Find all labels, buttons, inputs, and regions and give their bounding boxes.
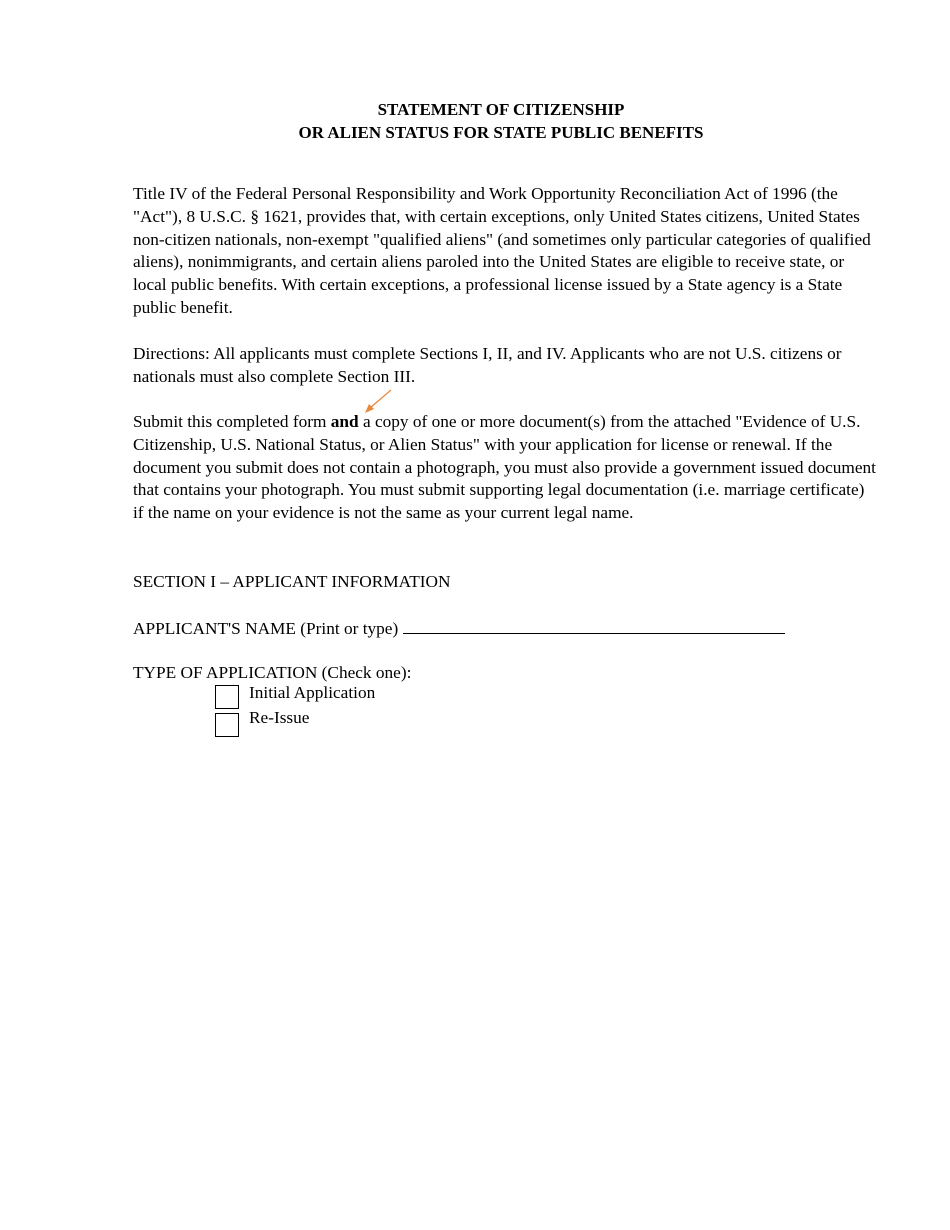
section-1-heading: SECTION I – APPLICANT INFORMATION bbox=[133, 572, 451, 591]
re-issue-checkbox[interactable] bbox=[215, 713, 239, 737]
initial-application-label: Initial Application bbox=[249, 682, 376, 702]
applicant-name-field[interactable] bbox=[403, 617, 785, 634]
intro-paragraph: Title IV of the Federal Personal Responsibility and Work Opportunity Reconciliation Act of 1996 (the "Act"), 8 U.S.C. § 1621, provides that, with certain exceptions, only United States citizens, United States non-citizen nationals, non-exempt "qualified aliens" (and sometimes only particular categories of qualified aliens), nonimmigrants, and certain aliens paroled into the United States are eligible to receive state, or local public benefits. With certain exceptions, a professional license issued by a State agency is a State public benefit. bbox=[133, 184, 871, 317]
submit-text-after: a copy of one or more document(s) from the attached "Evidence of U.S. Citizenship, U.S. National Status, or Alien Status" with your application for license or renewal. If the document you submit does not contain a photograph, you must also provide a government issued document that contains your photograph. You must submit supporting legal documentation (i.e. marriage certificate) if the name on your evidence is not the same as your current legal name. bbox=[133, 412, 876, 523]
option-re-issue[interactable] bbox=[215, 707, 310, 738]
submit-paragraph bbox=[133, 411, 878, 525]
re-issue-label: Re-Issue bbox=[249, 707, 310, 727]
annotation-arrow-icon bbox=[360, 388, 396, 418]
directions-paragraph: Directions: All applicants must complete Sections I, II, and IV. Applicants who are not U.S. citizens or nationals must also complete Section III. bbox=[133, 344, 842, 386]
applicant-name-label: APPLICANT'S NAME (Print or type) bbox=[133, 619, 399, 638]
document-title-line-1: STATEMENT OF CITIZENSHIP bbox=[377, 100, 625, 119]
applicant-name-row bbox=[133, 617, 785, 641]
initial-application-checkbox[interactable] bbox=[215, 685, 239, 709]
application-type-label: TYPE OF APPLICATION (Check one): bbox=[133, 663, 412, 682]
document-title-line-2: OR ALIEN STATUS FOR STATE PUBLIC BENEFITS bbox=[298, 123, 704, 142]
submit-text-before: Submit this completed form bbox=[133, 412, 331, 431]
submit-text-bold: and bbox=[330, 412, 359, 431]
